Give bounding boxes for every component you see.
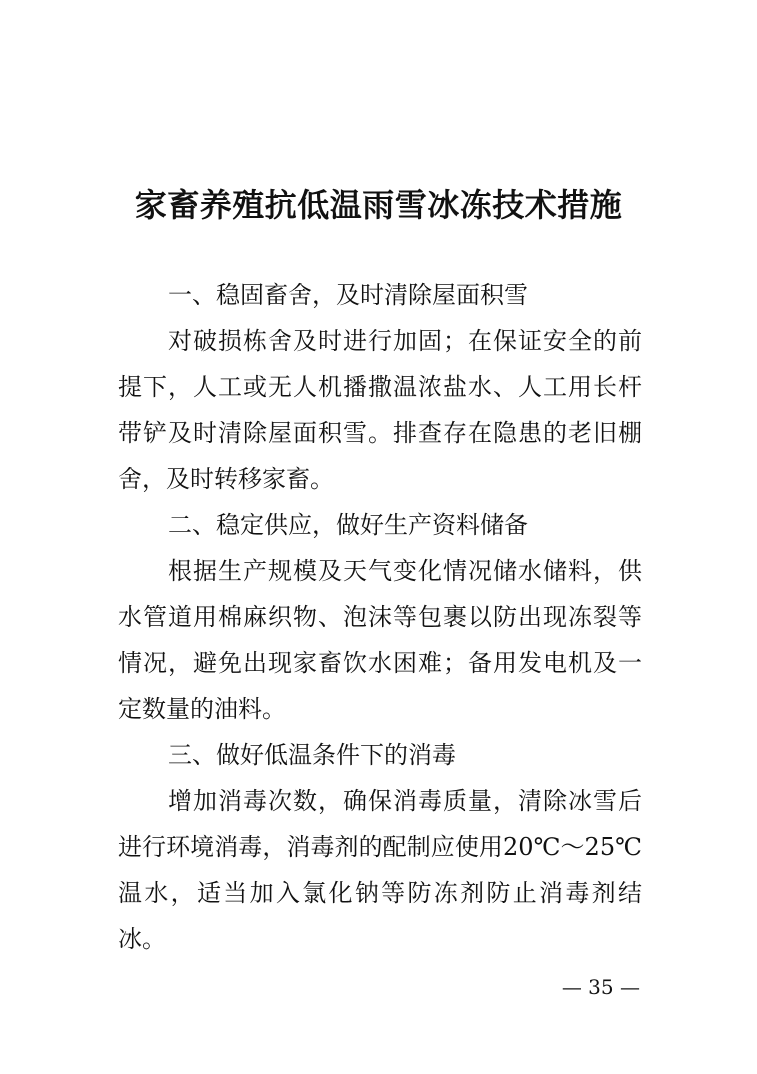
section-heading: 一、稳固畜舍，及时清除屋面积雪 <box>168 281 528 309</box>
section-2 <box>118 502 642 732</box>
document-body <box>118 272 642 962</box>
section-paragraph: 对破损栋舍及时进行加固；在保证安全的前提下，人工或无人机播撒温浓盐水、人工用长杆带铲及时清除屋面积雪。排查存在隐患的老旧棚舍，及时转移家畜。 <box>118 327 642 493</box>
section-heading: 二、稳定供应，做好生产资料储备 <box>168 511 528 539</box>
section-1 <box>118 272 642 502</box>
section-paragraph: 根据生产规模及天气变化情况储水储料，供水管道用棉麻织物、泡沫等包裹以防出现冻裂等情况，避免出现家畜饮水困难；备用发电机及一定数量的油料。 <box>118 557 642 723</box>
section-paragraph: 增加消毒次数，确保消毒质量，清除冰雪后进行环境消毒，消毒剂的配制应使用20℃～25℃温水，适当加入氯化钠等防冻剂防止消毒剂结冰。 <box>118 787 642 953</box>
document-title: 家畜养殖抗低温雨雪冰冻技术措施 <box>134 186 623 225</box>
section-heading: 三、做好低温条件下的消毒 <box>168 741 456 769</box>
section-3 <box>118 732 642 962</box>
page-number: — 35 — <box>561 975 640 999</box>
